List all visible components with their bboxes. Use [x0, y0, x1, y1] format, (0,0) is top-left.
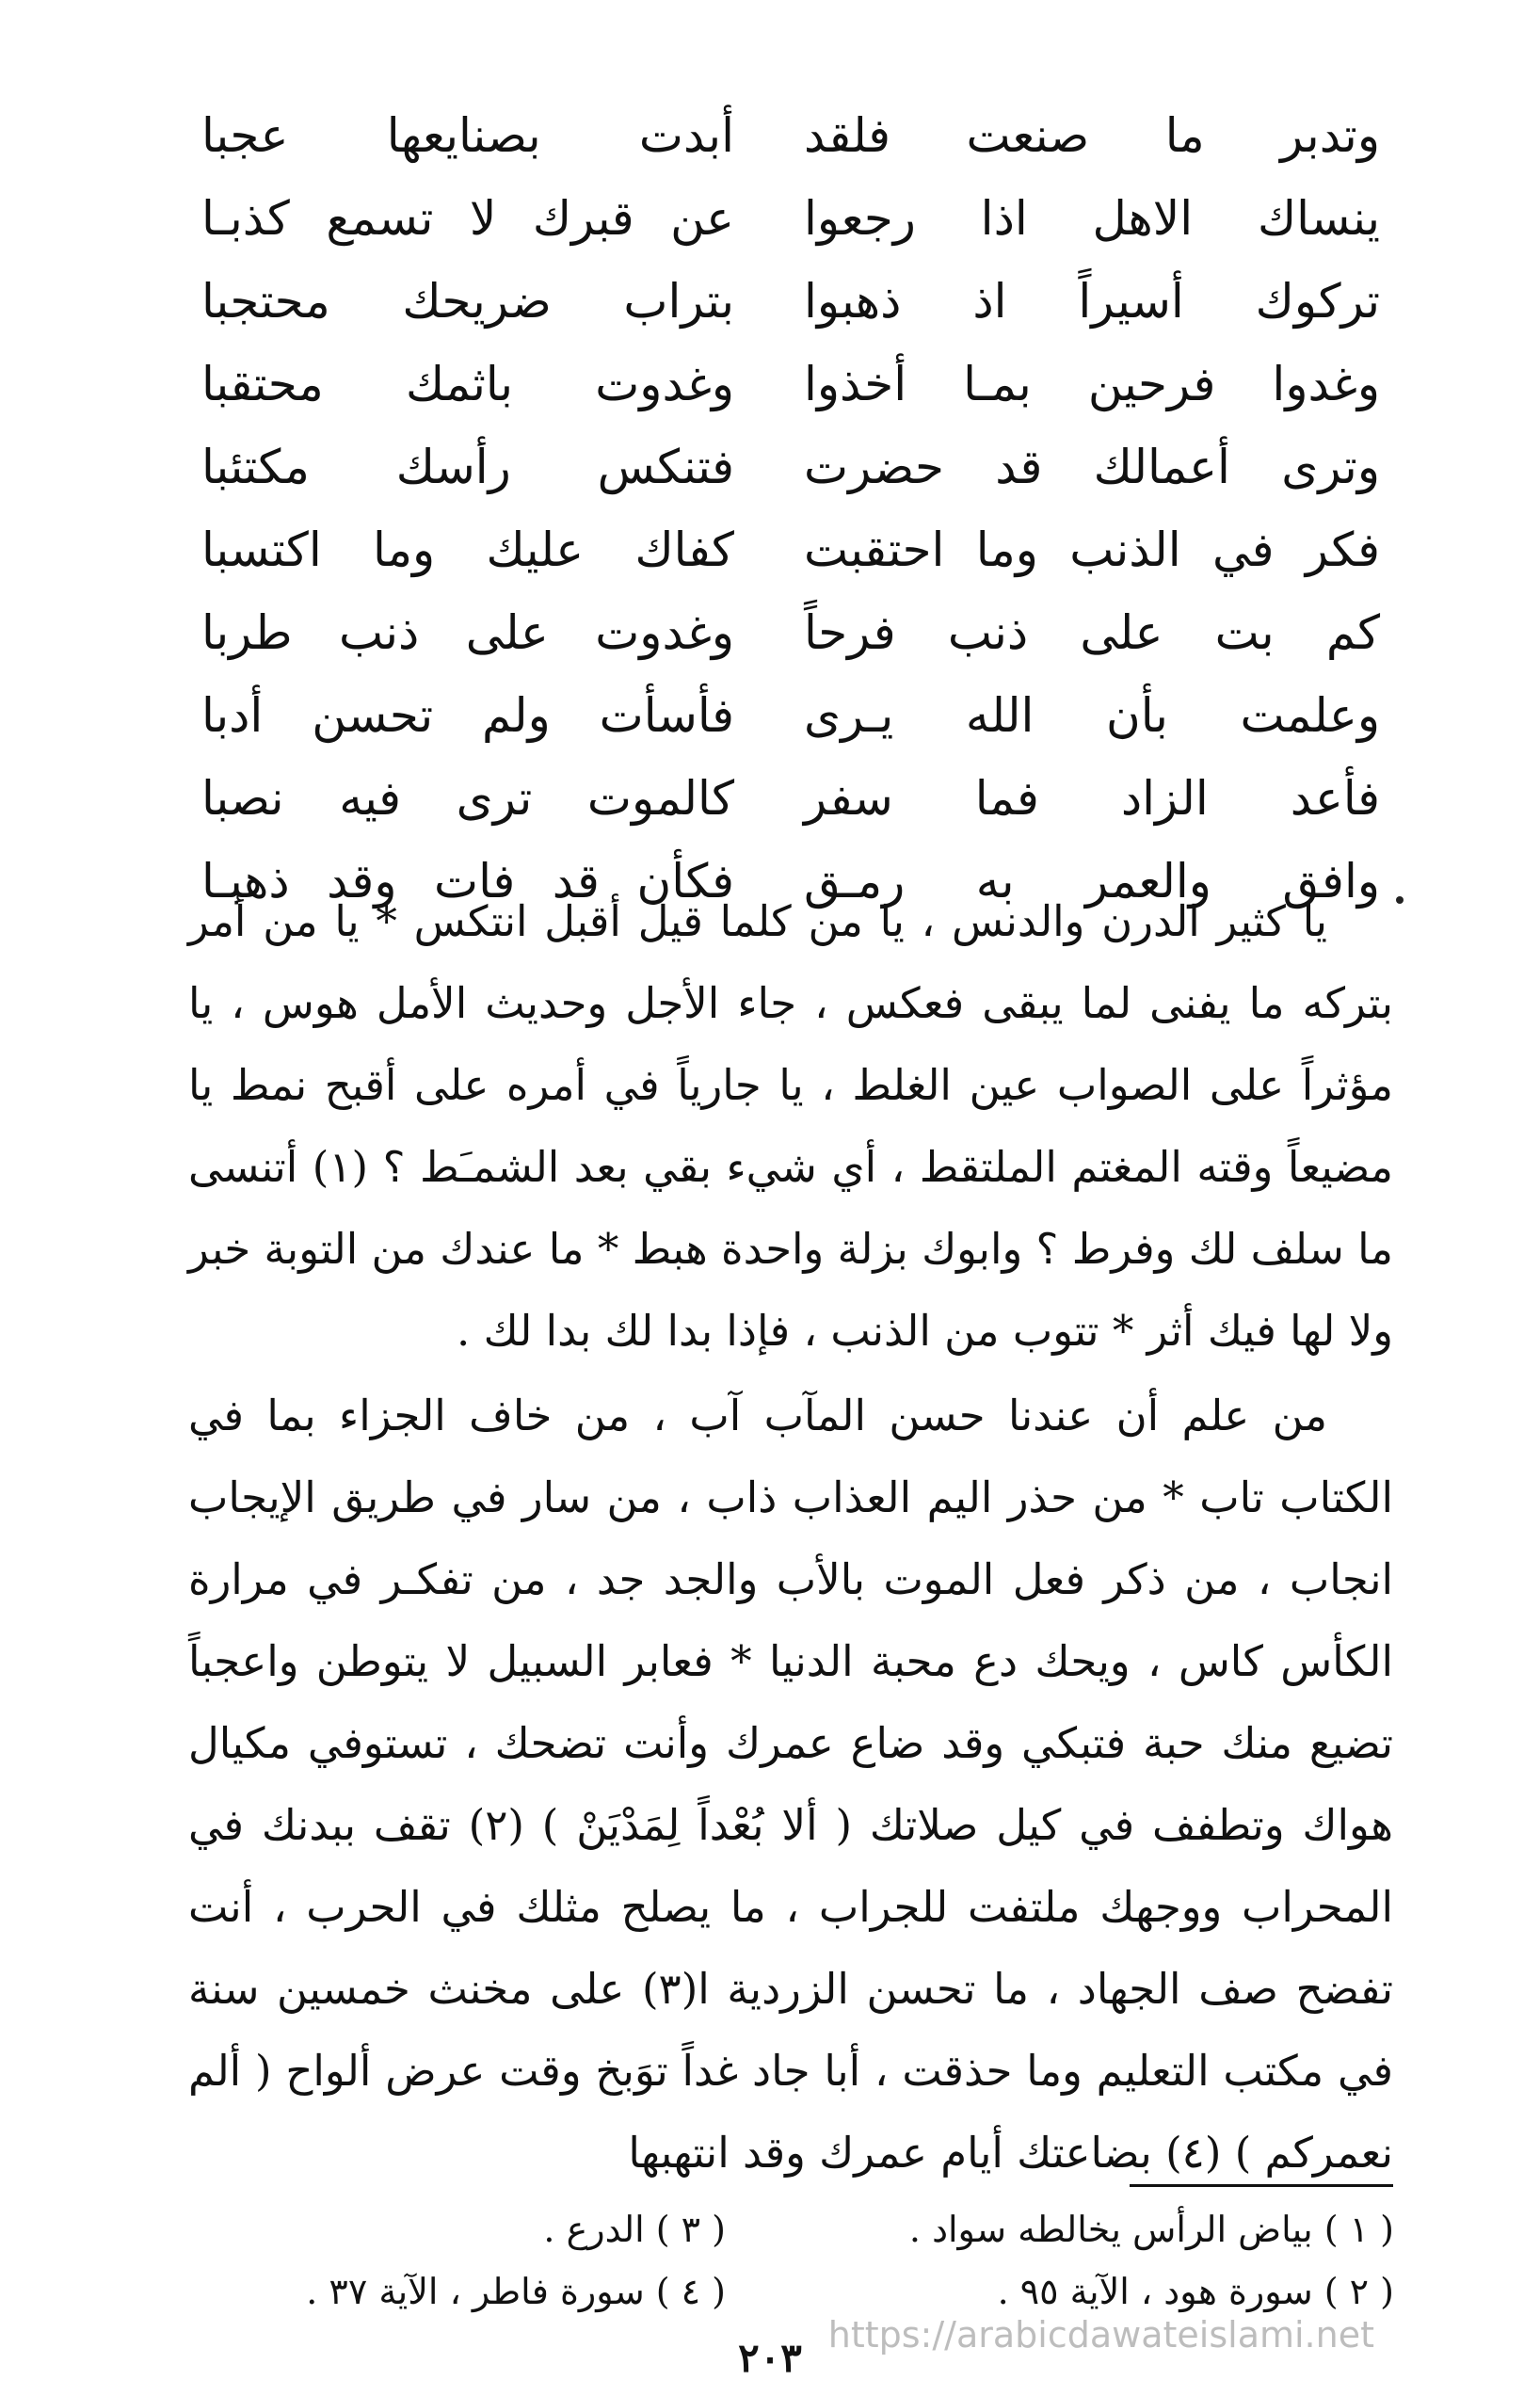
verse-second-hemistich: كفاك عليك وما اكتسبا	[201, 523, 734, 577]
verse-first-hemistich: وغدوا فرحين بمـا أخذوا	[804, 357, 1380, 411]
verse-first-hemistich: وافق والعمر به رمـق	[804, 854, 1380, 909]
footnote-4: ( ٤ ) سورة فاطر ، الآية ٣٧ .	[306, 2271, 726, 2312]
verse-second-hemistich: بتراب ضريحك محتجبا	[201, 274, 734, 329]
paragraph-2	[188, 1375, 1393, 2194]
verse-first-hemistich: تركوك أسيراً اذ ذهبوا	[804, 274, 1380, 329]
poem	[188, 94, 1393, 923]
verse-second-hemistich: وغدوت على ذنب طربا	[201, 605, 734, 660]
paragraph-1-text: يا كثير الدرن والدنس ، يا من كلما قيل أقبل انتكس * يا من أمر بتركه ما يفنى لما يبقى فعكس ، جاء الأجل وحديث الأمل هوس ، يا مؤثراً على الصواب عين الغلط ، يا جارياً في أمره على أقبح نمط يا مضيعاً وقته المغتم الملتقط ، أي شيء بقي بعد الشمـَط ؟ (١) أتنسى ما سلف لك وفرط ؟ وابوك بزلة واحدة هبط * ما عندك من التوبة خبر ولا لها فيك أثر * تتوب من الذنب ، فإذا بدا لك بدا لك .	[188, 896, 1393, 1356]
poem-verse	[188, 260, 1393, 343]
verse-second-hemistich: أبدت بصنايعها عجبا	[201, 108, 734, 163]
verse-first-hemistich: وعلمت بأن الله يـرى	[804, 688, 1380, 743]
poem-verse	[188, 177, 1393, 260]
verse-second-hemistich: عن قبرك لا تسمع كذبـا	[201, 191, 734, 246]
poem-verse	[188, 757, 1393, 840]
footnote-separator	[1130, 2184, 1393, 2187]
poem-verse	[188, 591, 1393, 674]
poem-verse	[188, 508, 1393, 591]
watermark-url: https://arabicdawateislami.net	[827, 2314, 1374, 2356]
verse-second-hemistich: كالموت ترى فيه نصبا	[201, 771, 734, 826]
poem-verse	[188, 94, 1393, 177]
footnote-2: ( ٢ ) سورة هود ، الآية ٩٥ .	[997, 2271, 1394, 2312]
paragraph-2-text: من علم أن عندنا حسن المآب آب ، من خاف الجزاء بما في الكتاب تاب * من حذر اليم العذاب ذاب ، من سار في طريق الإيجاب انجاب ، من ذكر فعل الموت بالأب والجد جد ، من تفكـر في مرارة الكأس كاس ، ويحك دع محبة الدنيا * فعابر السبيل لا يتوطن واعجباً تضيع منك حبة فتبكي وقد ضاع عمرك وأنت تضحك ، تستوفي مكيال هواك وتطفف في كيل صلاتك ( ألا بُعْداً لِمَدْيَنْ ) (٢) تقف ببدنك في المحراب ووجهك ملتفت للجراب ، ما يصلح مثلك في الحرب ، أنت تفضح صف الجهاد ، ما تحسن الزردية ا(٣) على مخنث خمسين سنة في مكتب التعليم وما حذقت ، أبا جاد غداً توَبخ وقت عرض ألواح ( ألم نعمركم ) (٤) بضاعتك أيام عمرك وقد انتهبها	[188, 1391, 1393, 2178]
verse-first-hemistich: فأعد الزاد فما سفر	[804, 771, 1380, 826]
verse-second-hemistich: وغدوت باثمك محتقبا	[201, 357, 734, 411]
verse-first-hemistich: وترى أعمالك قد حضرت	[804, 440, 1380, 494]
footnote-1: ( ١ ) بياض الرأس يخالطه سواد .	[908, 2209, 1394, 2250]
page-number: ٢٠٣	[738, 2335, 802, 2381]
verse-second-hemistich: فأسأت ولم تحسن أدبا	[201, 688, 734, 743]
verse-first-hemistich: فكر في الذنب وما احتقبت	[804, 523, 1380, 577]
verse-second-hemistich: فتنكس رأسك مكتئبا	[201, 440, 734, 494]
stray-ink-dot	[1396, 896, 1404, 904]
verse-first-hemistich: ينساك الاهل اذا رجعوا	[804, 191, 1380, 246]
poem-verse	[188, 426, 1393, 508]
paragraph-1	[188, 880, 1393, 1372]
poem-verse	[188, 674, 1393, 757]
footnote-3: ( ٣ ) الدرع .	[543, 2209, 726, 2250]
verse-second-hemistich: فكأن قد فات وقد ذهبـا	[201, 854, 734, 909]
verse-first-hemistich: وتدبر ما صنعت فلقد	[804, 108, 1380, 163]
verse-first-hemistich: كم بت على ذنب فرحاً	[804, 605, 1380, 660]
poem-verse	[188, 343, 1393, 426]
